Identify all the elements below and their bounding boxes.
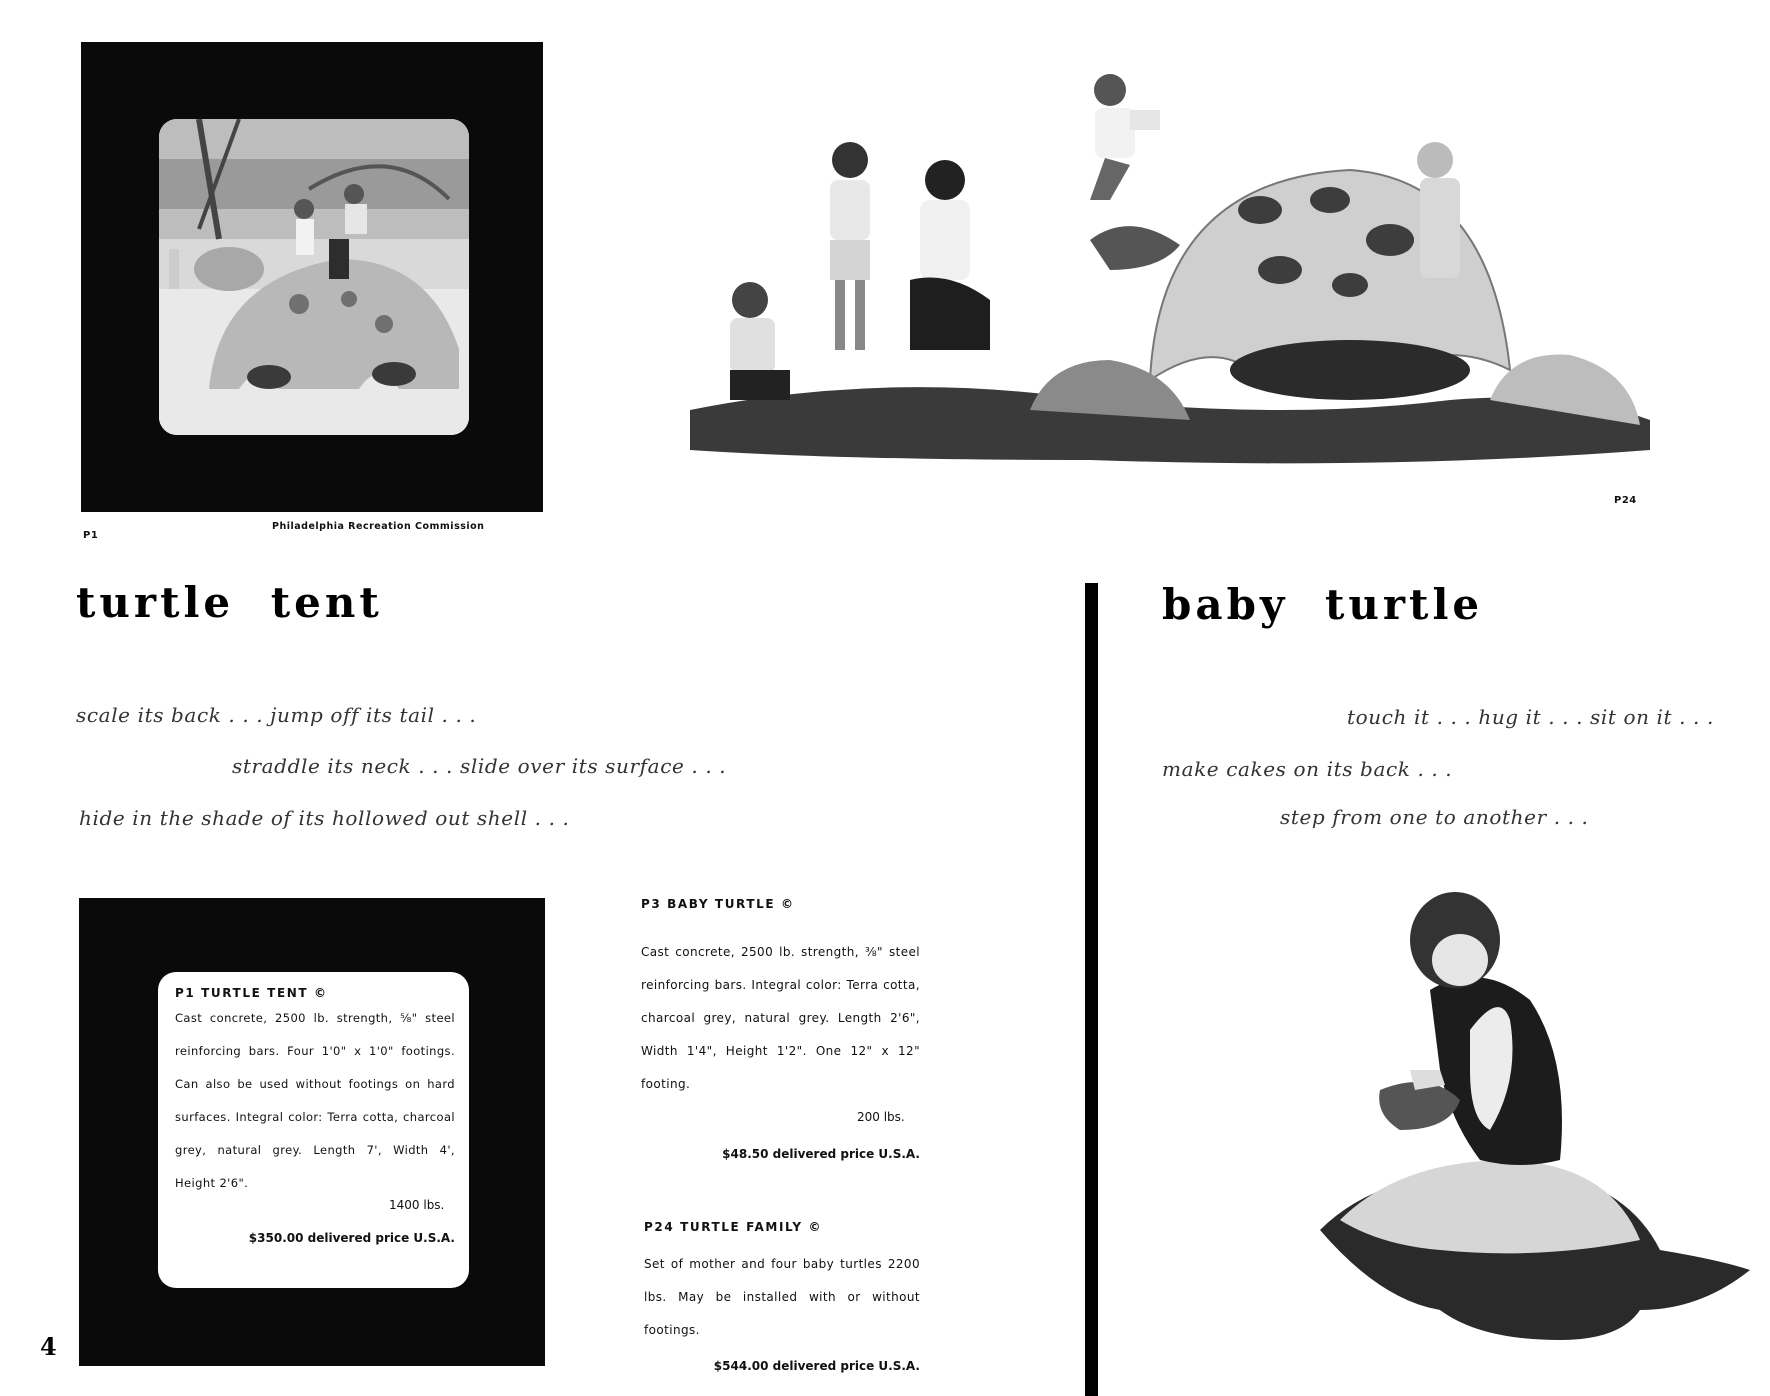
p1-spec-body: Cast concrete, 2500 lb. strength, ⅝" steel reinforcing bars. Four 1'0" x 1'0" footings. Can also be used without footings on hard surfaces. Integral color: Terra cotta, charcoal grey, natural grey. Length 7', Width 4', Height 2'6". — [175, 1011, 455, 1190]
baby-turtle-tagline-2: make cakes on its back . . . — [1162, 757, 1453, 781]
baby-turtle-heading: baby turtle — [1162, 580, 1484, 629]
p24-spec-title: P24 TURTLE FAMILY © — [644, 1220, 823, 1234]
p24-spec-price: $544.00 delivered price U.S.A. — [713, 1359, 920, 1373]
p3-spec-price: $48.50 delivered price U.S.A. — [722, 1147, 920, 1161]
p1-spec-weight: 1400 lbs. — [389, 1198, 445, 1212]
playground-photo-illustration — [159, 119, 469, 435]
p1-spec-frame — [79, 898, 545, 1366]
turtle-tent-tagline-1: scale its back . . . jump off its tail . . . — [76, 703, 477, 727]
page-number: 4 — [40, 1332, 57, 1361]
photo-p1 — [159, 119, 469, 435]
baby-turtle-tagline-3: step from one to another . . . — [1280, 805, 1589, 829]
column-divider — [1085, 583, 1098, 1396]
turtle-family-illustration — [690, 70, 1650, 470]
p1-spec-card — [158, 972, 469, 1288]
p3-spec-weight: 200 lbs. — [857, 1110, 905, 1124]
turtle-tent-tagline-2: straddle its neck . . . slide over its surface . . . — [232, 754, 727, 778]
photo-p24-caption-code: P24 — [1614, 495, 1637, 506]
photo-p24 — [690, 70, 1650, 470]
photo-p1-caption-code: P1 — [83, 530, 99, 541]
p3-spec-body: Cast concrete, 2500 lb. strength, ⅜" steel reinforcing bars. Integral color: Terra cotta, charcoal grey, natural grey. Length 2'6", Width 1'4", Height 1'2". One 12" x 12" footing. — [641, 945, 920, 1091]
p1-spec-title: P1 TURTLE TENT © — [175, 986, 328, 1000]
p1-spec-price: $350.00 delivered price U.S.A. — [248, 1231, 455, 1245]
photo-baby-turtle — [1320, 870, 1760, 1350]
photo-p1-credit: Philadelphia Recreation Commission — [272, 521, 485, 532]
child-on-turtle-illustration — [1320, 870, 1760, 1350]
turtle-tent-tagline-3: hide in the shade of its hollowed out shell . . . — [79, 806, 570, 830]
turtle-tent-heading: turtle tent — [76, 578, 383, 627]
p24-spec-body: Set of mother and four baby turtles 2200 lbs. May be installed with or without footings. — [644, 1257, 920, 1337]
baby-turtle-tagline-1: touch it . . . hug it . . . sit on it . . . — [1347, 705, 1714, 729]
p3-spec-title: P3 BABY TURTLE © — [641, 897, 795, 911]
photo-p1-frame — [81, 42, 543, 512]
